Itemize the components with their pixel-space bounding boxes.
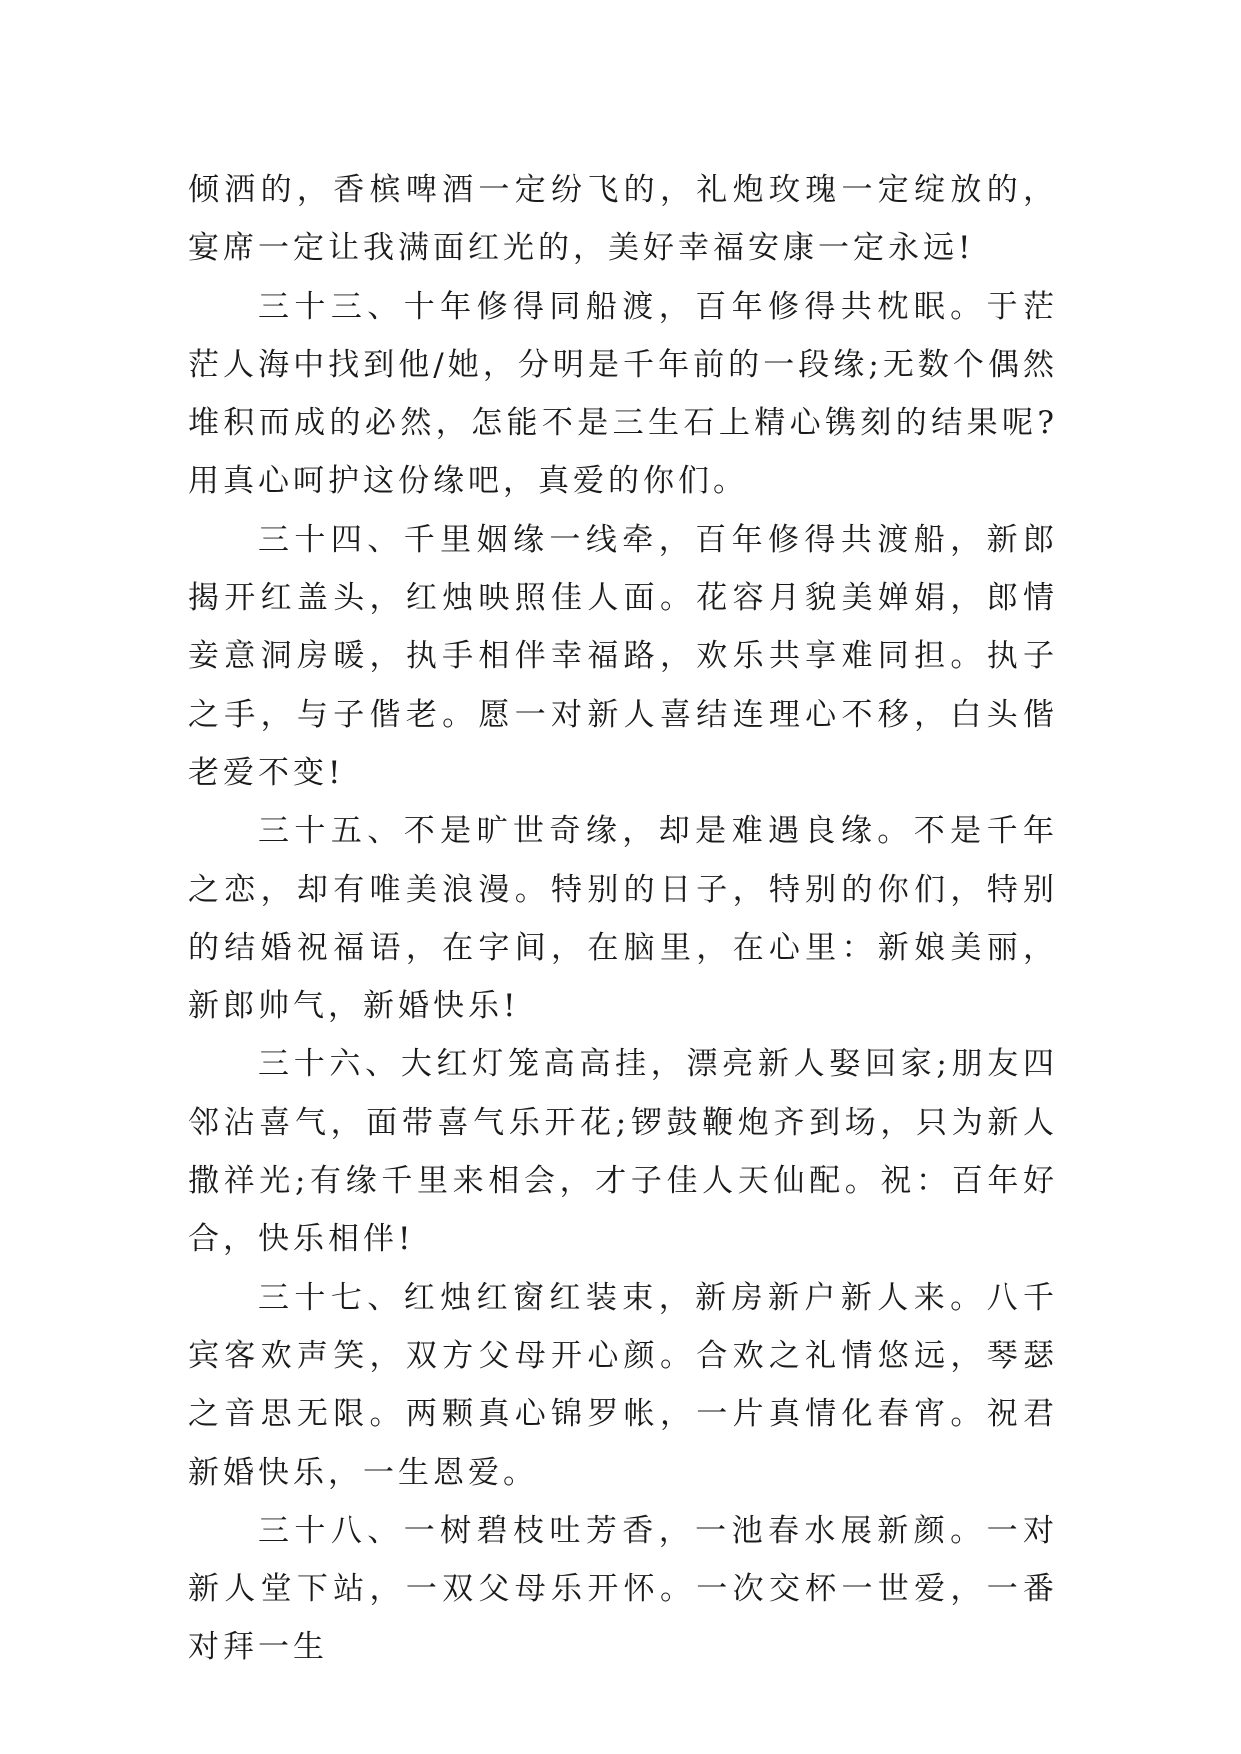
paragraph-35: 三十五、不是旷世奇缘，却是难遇良缘。不是千年之恋，却有唯美浪漫。特别的日子，特别的你们，特别的结婚祝福语，在字间，在脑里，在心里：新娘美丽，新郎帅气，新婚快乐! bbox=[188, 813, 1058, 1025]
paragraph-33: 三十三、十年修得同船渡，百年修得共枕眠。于茫茫人海中找到他/她，分明是千年前的一段缘;无数个偶然堆积而成的必然，怎能不是三生石上精心镌刻的结果呢?用真心呵护这份缘吧，真爱的你们。 bbox=[188, 288, 1058, 500]
paragraph-38: 三十八、一树碧枝吐芳香，一池春水展新颜。一对新人堂下站，一双父母乐开怀。一次交杯一世爱，一番对拜一生 bbox=[188, 1512, 1058, 1666]
paragraph-37: 三十七、红烛红窗红装束，新房新户新人来。八千宾客欢声笑，双方父母开心颜。合欢之礼情悠远，琴瑟之音思无限。两颗真心锦罗帐，一片真情化春宵。祝君新婚快乐，一生恩爱。 bbox=[188, 1279, 1058, 1491]
document-body bbox=[188, 161, 1058, 1677]
paragraph-34: 三十四、千里姻缘一线牵，百年修得共渡船，新郎揭开红盖头，红烛映照佳人面。花容月貌美婵娟，郎情妾意洞房暖，执手相伴幸福路，欢乐共享难同担。执子之手，与子偕老。愿一对新人喜结连理心不移，白头偕老爱不变! bbox=[188, 521, 1058, 791]
paragraph-continuation: 倾洒的，香槟啤酒一定纷飞的，礼炮玫瑰一定绽放的，宴席一定让我满面红光的，美好幸福安康一定永远! bbox=[188, 172, 1058, 267]
paragraph-36: 三十六、大红灯笼高高挂，漂亮新人娶回家;朋友四邻沾喜气，面带喜气乐开花;锣鼓鞭炮齐到场，只为新人撒祥光;有缘千里来相会，才子佳人天仙配。祝：百年好合，快乐相伴! bbox=[188, 1046, 1058, 1258]
